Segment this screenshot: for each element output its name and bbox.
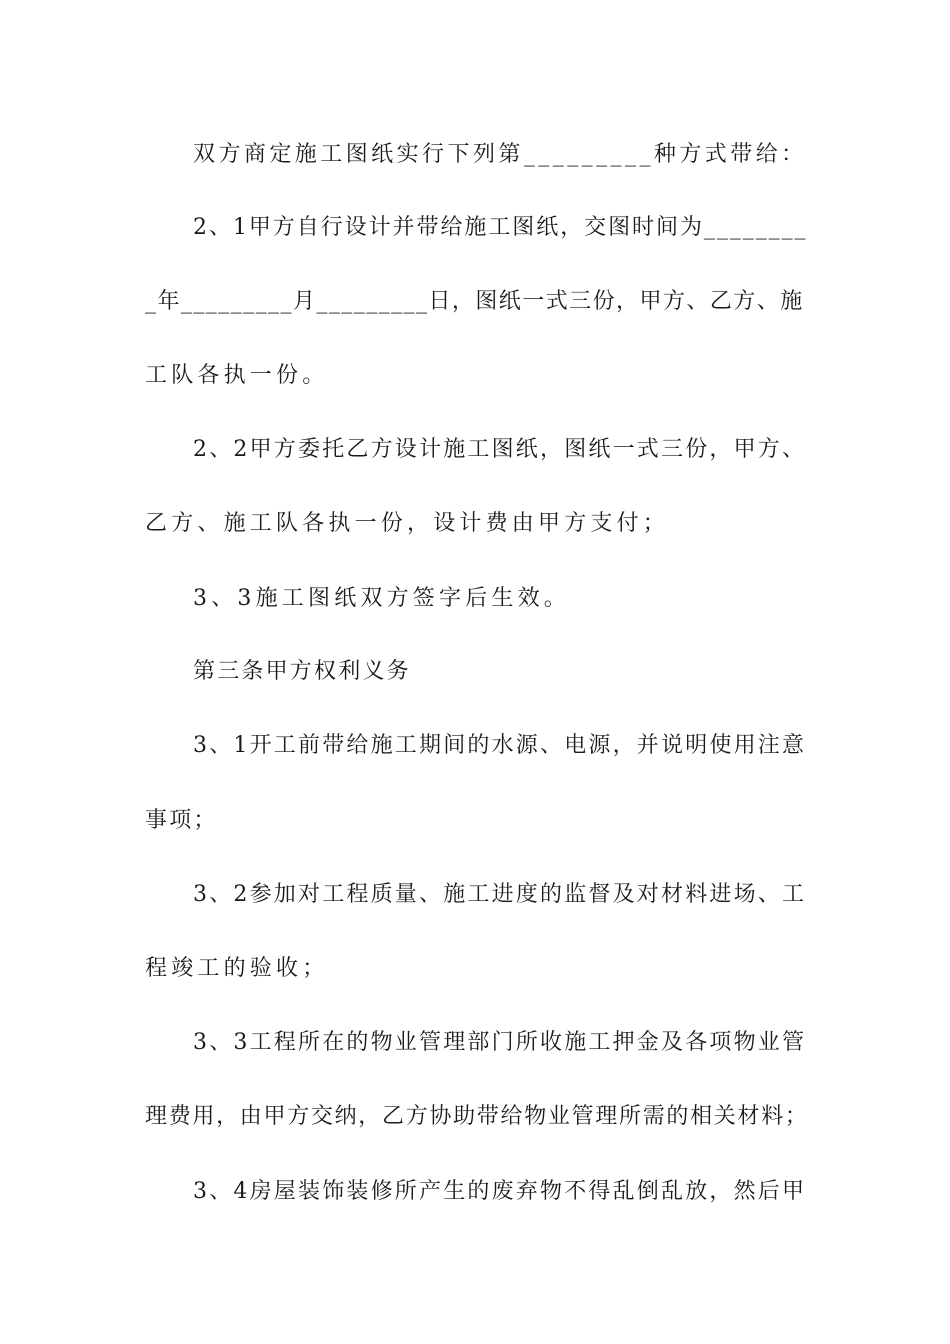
paragraph-line: 事项； [145, 808, 218, 833]
paragraph-line: 理费用，由甲方交纳，乙方协助带给物业管理所需的相关材料； [145, 1104, 809, 1129]
paragraph-line: 3、4房屋装饰装修所产生的废弃物不得乱倒乱放，然后甲 [193, 1179, 807, 1204]
paragraph-line: 工队各执一份。 [145, 363, 329, 388]
paragraph-line: 3、3工程所在的物业管理部门所收施工押金及各项物业管 [193, 1030, 807, 1055]
paragraph-line: 2、2甲方委托乙方设计施工图纸，图纸一式三份，甲方、 [193, 437, 807, 462]
paragraph-line: 双方商定施工图纸实行下列第_________种方式带给： [193, 142, 807, 167]
paragraph-line: 程竣工的验收； [145, 956, 329, 981]
paragraph-line: 3、2参加对工程质量、施工进度的监督及对材料进场、工 [193, 882, 807, 907]
paragraph-line: 乙方、施工队各执一份，设计费由甲方支付； [145, 511, 670, 536]
paragraph-line: 2、1甲方自行设计并带给施工图纸，交图时间为________ [193, 215, 808, 240]
paragraph-line: _年_________月_________日，图纸一式三份，甲方、乙方、施 [145, 289, 804, 314]
paragraph-line: 3、1开工前带给施工期间的水源、电源，并说明使用注意 [193, 733, 807, 758]
paragraph-line: 3、3施工图纸双方签字后生效。 [193, 586, 570, 611]
section-heading: 第三条甲方权利义务 [193, 659, 411, 684]
